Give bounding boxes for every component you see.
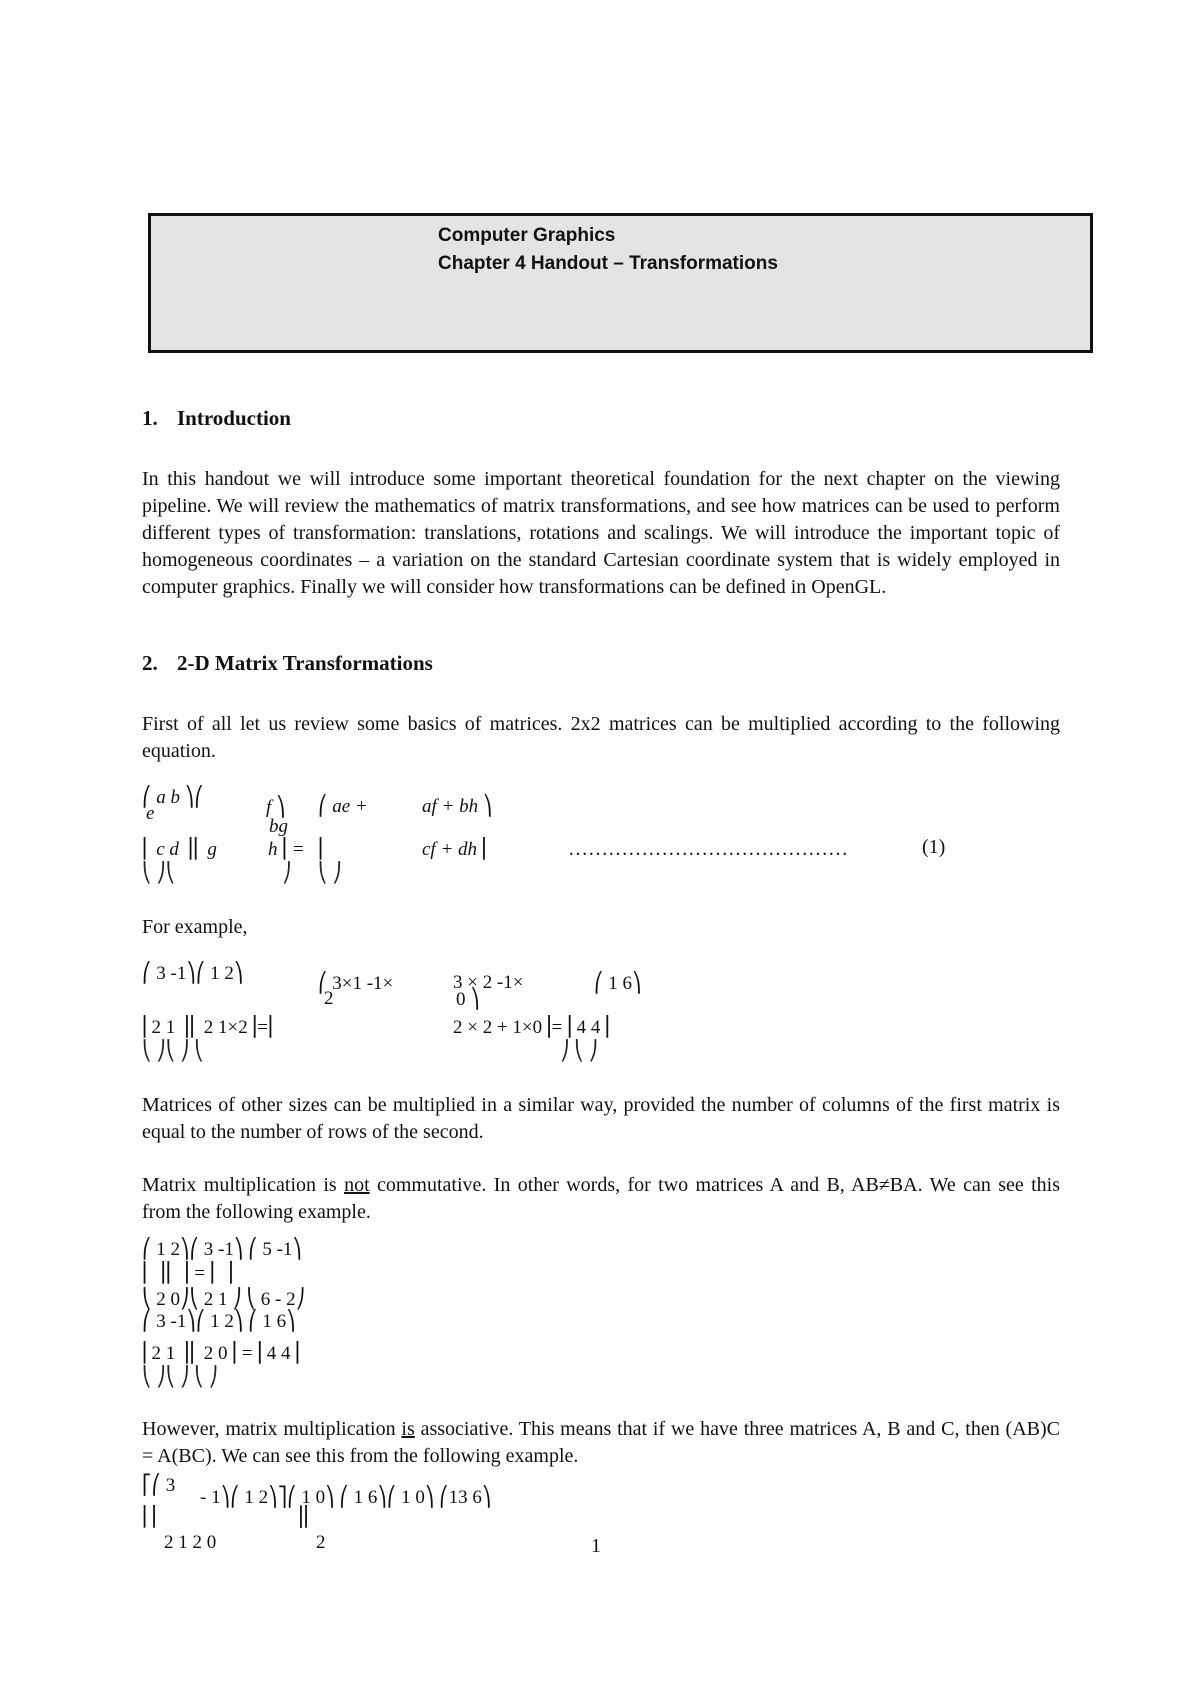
review-paragraph: First of all let us review some basics of matrices. 2x2 matrices can be multiplied according to the following equation. bbox=[142, 713, 1060, 762]
ex1-row1-left: ⎛ 3 -1⎞⎛ 1 2⎞ bbox=[142, 963, 244, 984]
section-heading-matrix-transformations bbox=[142, 651, 433, 676]
section-title: 2-D Matrix Transformations bbox=[177, 651, 433, 675]
ex1-row3-left: ⎝ ⎠⎝ ⎠ ⎝ bbox=[142, 1041, 204, 1062]
title-box bbox=[148, 213, 1093, 353]
ex2-b-row1: ⎛ 3 -1⎞⎛ 1 2⎞ ⎛ 1 6⎞ bbox=[142, 1311, 296, 1332]
ex3-row3-right: 2 bbox=[316, 1532, 326, 1553]
eq1-leader-dots: …………………………………… bbox=[568, 838, 848, 860]
ex2-b-row2: ⎜2 1 ⎟⎜ 2 0⎟ = ⎜4 4⎟ bbox=[142, 1343, 300, 1364]
eq1-row1-result-b: af + bh ⎞ bbox=[422, 796, 493, 817]
chapter-title: Chapter 4 Handout – Transformations bbox=[438, 253, 778, 274]
ex3-row2-left: ⎢⎜ bbox=[142, 1507, 161, 1528]
eq1-row3-mid: ⎠ bbox=[282, 863, 292, 884]
associative-paragraph bbox=[142, 1416, 1060, 1470]
eq1-row2-left: ⎜ c d ⎟⎜ g bbox=[142, 839, 217, 860]
ex1-row1-mid2: 3 × 2 -1× bbox=[453, 972, 524, 993]
associative-text-a: However, matrix multiplication bbox=[142, 1418, 402, 1440]
ex2-a-row1: ⎛ 1 2⎞⎛ 3 -1⎞ ⎛ 5 -1⎞ bbox=[142, 1239, 302, 1260]
ex2-a-row2: ⎜ ⎟⎜ ⎟ = ⎜ ⎟ bbox=[142, 1263, 234, 1284]
eq1-number: (1) bbox=[922, 836, 946, 858]
course-title: Computer Graphics bbox=[438, 225, 616, 246]
intro-paragraph: In this handout we will introduce some important theoretical foundation for the next chapter on the viewing pipeline. We will review the mathematics of matrix transformations, and see how matrices can be used to perform different types of transformation: translations, rotations and scalings. We will introduce the important topic of homogeneous coordinates – a variation on the standard Cartesian coordinate system that is widely employed in computer graphics. Finally we will consider how transformations can be defined in OpenGL. bbox=[142, 468, 1060, 598]
section-number: 1. bbox=[142, 406, 158, 430]
ex3-row3-left: 2 1 2 0 bbox=[164, 1532, 217, 1553]
eq1-row1-result-a: ⎛ ae + bbox=[318, 796, 368, 817]
associative-emphasis: is bbox=[401, 1418, 415, 1440]
page-number: 1 bbox=[591, 1535, 601, 1557]
ex3-row2-mid: ⎥⎜ bbox=[294, 1507, 313, 1528]
ex1-row1-mid: ⎛ 3×1 -1× bbox=[318, 973, 394, 994]
associative-text-b: associative. This means that if we have three matrices A, B and C, then (AB)C = A(BC). We can see this from the following example. bbox=[142, 1418, 1060, 1467]
eq1-row2-h: h⎟ = bbox=[268, 839, 305, 860]
title-block bbox=[438, 222, 778, 278]
commutative-emphasis: not bbox=[344, 1174, 370, 1196]
ex1-row1-sub-b: 0 ⎞ bbox=[456, 989, 480, 1010]
other-sizes-paragraph: Matrices of other sizes can be multiplied in a similar way, provided the number of columns of the first matrix is equal to the number of rows of the second. bbox=[142, 1094, 1060, 1143]
ex1-row3-right: ⎠ ⎝ ⎠ bbox=[560, 1041, 598, 1062]
eq1-row1-left: ⎛ a b ⎞⎛ bbox=[142, 787, 204, 808]
section-title: Introduction bbox=[177, 406, 291, 430]
section-number: 2. bbox=[142, 651, 158, 675]
commutative-paragraph bbox=[142, 1172, 1060, 1226]
ex1-row2-right: 2 × 2 + 1×0⎟= ⎜4 4⎟ bbox=[453, 1017, 610, 1038]
ex3-row1-right: - 1⎞⎛ 1 2⎞⎤⎛ 1 0⎞ ⎛ 1 6⎞⎛ 1 0⎞ ⎛13 6⎞ bbox=[200, 1487, 492, 1508]
commutative-text-b: commutative. In other words, for two matrices A and B, AB≠BA. We can see this from the following example. bbox=[142, 1174, 1060, 1223]
eq1-row3-result: ⎝ ⎠ bbox=[318, 863, 342, 884]
eq1-row2-result-open: ⎜ bbox=[318, 839, 328, 860]
commutative-text-a: Matrix multiplication is bbox=[142, 1174, 345, 1196]
eq1-row3-left: ⎝ ⎠⎝ bbox=[142, 863, 176, 884]
eq1-row1-bg: bg bbox=[269, 816, 288, 837]
section-heading-introduction bbox=[142, 406, 291, 431]
ex3-row1-left: ⎡⎛ 3 bbox=[142, 1475, 176, 1496]
eq1-row1-f: f ⎞ bbox=[266, 797, 286, 818]
ex1-row1-sub-a: 2 bbox=[324, 988, 334, 1009]
eq1-row1-e: e bbox=[146, 803, 155, 824]
for-example-text: For example, bbox=[142, 916, 248, 938]
eq1-row2-result-b: cf + dh⎟ bbox=[422, 839, 487, 860]
ex2-a-row3: ⎝ 2 0⎠⎝ 2 1 ⎠ ⎝ 6 - 2⎠ bbox=[142, 1289, 306, 1310]
ex2-b-row3: ⎝ ⎠⎝ ⎠ ⎝ ⎠ bbox=[142, 1367, 218, 1388]
ex1-row2-left: ⎜2 1 ⎟⎜ 2 1×2⎟=⎜ bbox=[142, 1017, 278, 1038]
ex1-row1-result: ⎛ 1 6⎞ bbox=[594, 973, 642, 994]
